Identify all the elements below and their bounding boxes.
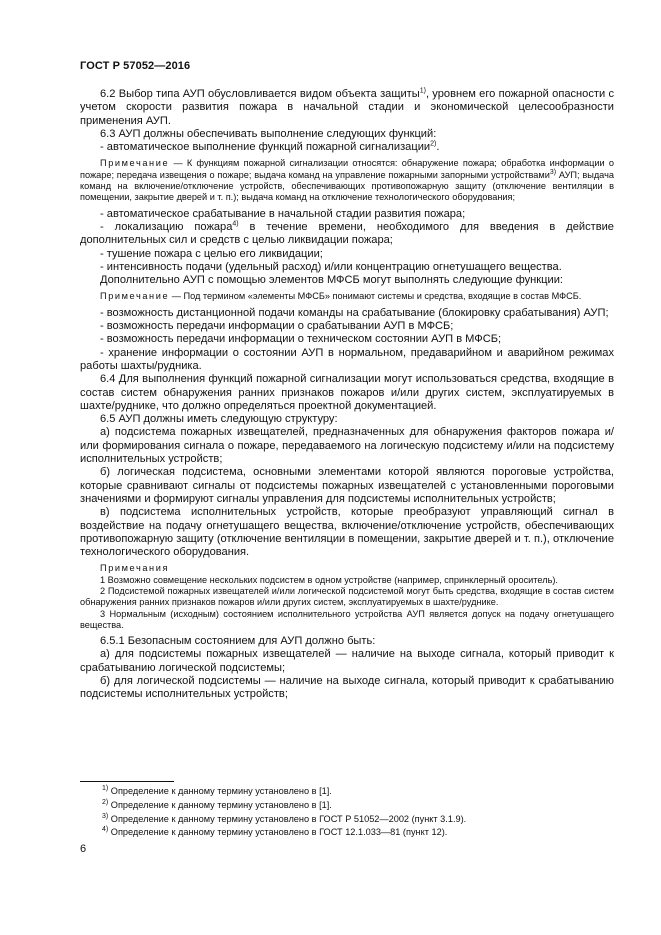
safe-state-item: б) для логической подсистемы — наличие на выходе сигнала, который приводит к срабатыванию подсистемы исполнительных устройств;	[80, 675, 614, 701]
footnote-ref-1: 1)	[419, 87, 426, 95]
clause-6-2-text-cont: , уровнем его пожарной опасности с учетом скорости развития пожара в начальной стадии и экономической целесообразности применения АУП.	[80, 88, 614, 127]
notes-list-item: 1 Возможно совмещение нескольких подсистем в одном устройстве (например, спринклерный ороситель).	[100, 574, 558, 585]
note-mfsb	[80, 291, 614, 302]
mfsb-item: - возможность дистанционной подачи команды на срабатывание (блокировку срабатывания) АУП;	[100, 306, 609, 319]
function-item	[80, 221, 614, 248]
structure-item: а) подсистема пожарных извещателей, предназначенных для обнаружения факторов пожара и/или формирования сигнала о пожаре, передаваемого на логическую подсистему и/или на подсистему исполнительных устройств;	[80, 426, 614, 466]
footnote-text: Определение к данному термину установлено в ГОСТ Р 51052—2002 (пункт 3.1.9).	[110, 813, 467, 824]
footnote-item	[80, 785, 614, 799]
function-item-text: - локализацию пожара	[100, 220, 233, 233]
note-text: — К функциям пожарной сигнализации относятся: обнаружение пожара; обработка информации о пожаре; передача извещения о пожаре; выдача команд на управление пожарными запорными устройствами	[80, 158, 614, 180]
footnote-text: Определение к данному термину установлено в [1].	[110, 786, 332, 796]
footnote-text: Определение к данному термину установлено в ГОСТ 12.1.033—81 (пункт 12).	[110, 827, 448, 838]
structure-item: б) логическая подсистема, основными элементами которой являются пороговые устройства, которые сравнивают сигналы от подсистемы пожарных извещателей с установленными пороговыми значениями и формируют сигналы управления для подсистемы исполнительных устройств;	[80, 466, 614, 505]
footnote-mark: 3)	[102, 812, 109, 820]
note-text: — Под термином «элементы МФСБ» понимают системы и средства, входящие в состав МФСБ.	[169, 291, 582, 302]
notes-heading: Примечания	[100, 563, 170, 574]
clause-6-2	[80, 88, 614, 128]
footnote-mark: 1)	[102, 784, 109, 792]
structure-item: в) подсистема исполнительных устройств, которые преобразуют управляющий сигнал в воздействие на подачу огнетушащего вещества, включение/отключение устройств, обеспечивающих противопожарную защиту (отключение вентиляции в помещении, закрытие дверей и т. п.), отключение технологического оборудования.	[80, 506, 614, 559]
footnote-ref-3: 3)	[549, 168, 557, 176]
note-text-cont: АУП; выдача команд на включение/отключение устройств, обеспечивающих противопожарную защиту (отключение вентиляции в помещении, закрытие дверей и т. п.); выдача команд на отключение технологического оборудования;	[80, 169, 614, 203]
footnote-mark: 4)	[102, 826, 109, 834]
footnote-text: Определение к данному термину установлено в [1].	[110, 799, 332, 810]
function-item: - интенсивность подачи (удельный расход) и/или концентрацию огнетушащего вещества.	[100, 260, 562, 273]
clause-6-5-1: 6.5.1 Безопасным состоянием для АУП должно быть:	[100, 635, 376, 648]
clause-6-5: 6.5 АУП должны иметь следующую структуру:	[100, 413, 338, 426]
footnote-separator	[80, 781, 174, 782]
clause-6-2-text: 6.2 Выбор типа АУП обусловливается видом объекта защиты	[100, 88, 420, 100]
document-body	[80, 88, 614, 702]
footnote-item	[80, 826, 614, 840]
note-label: Примечание	[100, 291, 170, 302]
function-item-text-cont: в течение времени, необходимого для введения в действие дополнительных сил и средств с целью ликвидации пожара;	[80, 220, 614, 247]
safe-state-item: а) для подсистемы пожарных извещателей — наличие на выходе сигнала, который приводит к срабатыванию логической подсистемы;	[80, 648, 614, 674]
note-fire-alarm	[80, 158, 614, 203]
notes-list-item: 2 Подсистемой пожарных извещателей и/или логической подсистемой могут быть средства, входящие в состав систем обнаружения ранних признаков пожаров и/или других систем, эксплуатируемых в шахте/руднике.	[80, 585, 614, 608]
notes-list-item: 3 Нормальным (исходным) состоянием исполнительного устройства АУП является допуск на подачу огнетушащего вещества.	[80, 608, 614, 630]
function-item-end: .	[436, 141, 440, 154]
function-item: - тушение пожара с целью его ликвидации;	[100, 247, 323, 260]
footnote-item	[80, 813, 614, 827]
page-number: 6	[80, 843, 87, 855]
clause-6-4: 6.4 Для выполнения функций пожарной сигнализации могут использоваться средства, входящие в состав систем обнаружения ранних признаков пожаров и/или других систем, эксплуатируемых в шахте/руднике, что должно определяться проектной документацией.	[80, 373, 614, 412]
clause-6-3: 6.3 АУП должны обеспечивать выполнение следующих функций:	[100, 127, 437, 140]
mfsb-item: - возможность передачи информации о срабатывании АУП в МФСБ;	[100, 320, 454, 333]
mfsb-item: - возможность передачи информации о техническом состоянии АУП в МФСБ;	[100, 333, 502, 346]
note-label: Примечание	[100, 158, 170, 169]
footnote-mark: 2)	[102, 798, 109, 806]
mfsb-intro: Дополнительно АУП с помощью элементов МФСБ могут выполнять следующие функции:	[100, 274, 563, 287]
footnote-ref-4: 4)	[232, 220, 239, 228]
footnotes	[80, 785, 614, 840]
function-item-text: - автоматическое выполнение функций пожарной сигнализации	[100, 141, 431, 154]
function-item	[80, 141, 614, 154]
document-header: ГОСТ Р 57052—2016	[80, 60, 191, 72]
footnote-item	[80, 799, 614, 813]
footnote-ref-2: 2)	[430, 140, 437, 148]
function-item: - автоматическое срабатывание в начальной стадии развития пожара;	[100, 207, 466, 220]
mfsb-item: - хранение информации о состоянии АУП в нормальном, предаварийном и аварийном режимах работы шахты/рудника.	[80, 346, 614, 372]
